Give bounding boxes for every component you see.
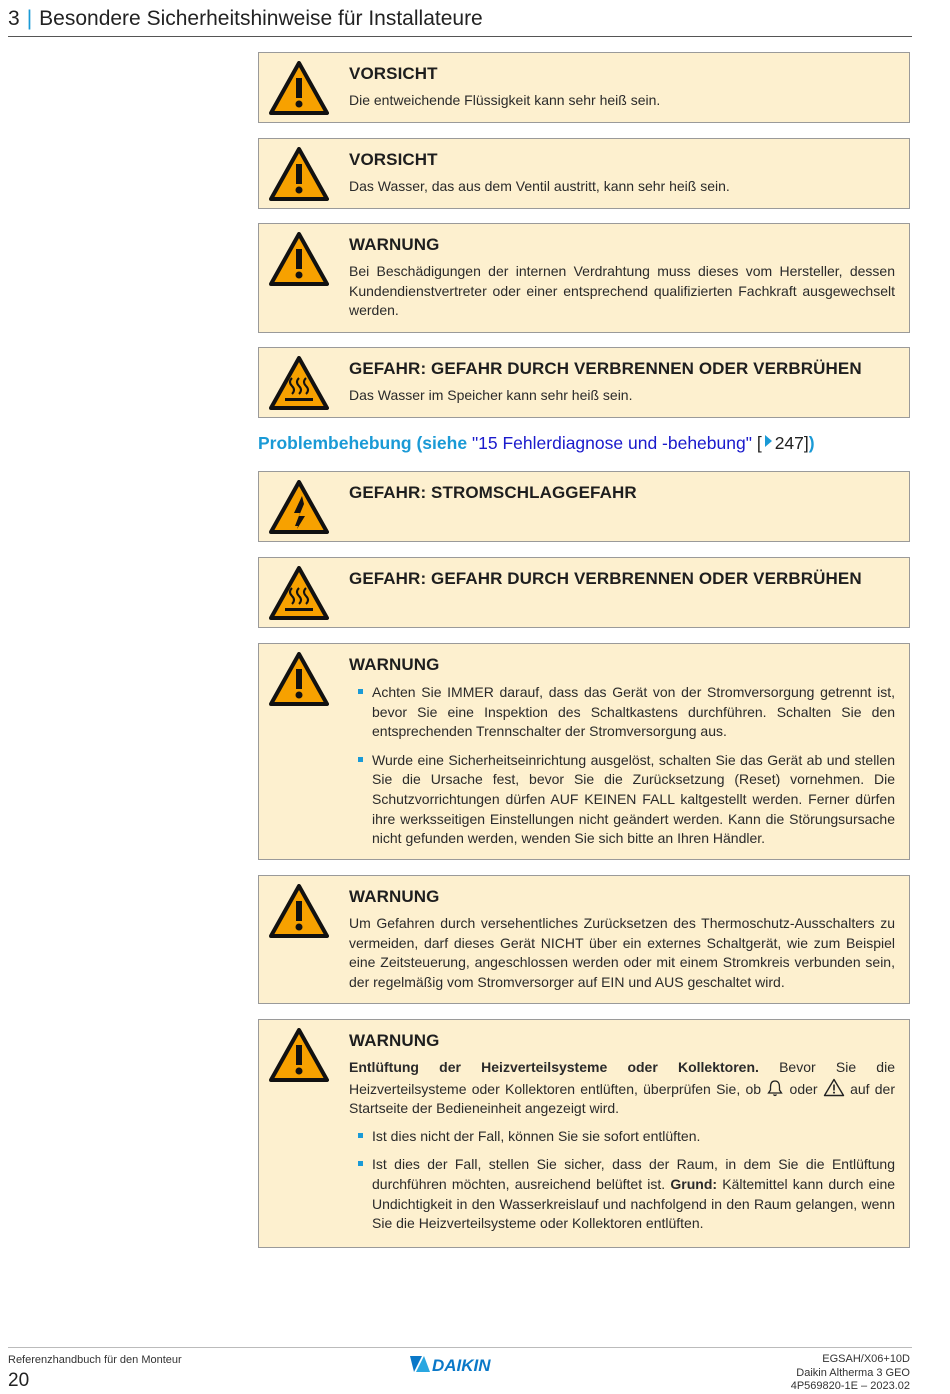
- warning-triangle-icon: [269, 652, 329, 706]
- intro-or: oder: [789, 1080, 818, 1097]
- section-label: Problembehebung (siehe: [258, 433, 468, 453]
- danger-box: [258, 471, 910, 542]
- bullet2-part1: Ist dies der Fall, stellen Sie sicher, dass der Raum, in dem Sie die Entlüftung durchführen möchten, ausreichend belüftet ist.: [372, 1156, 895, 1192]
- box-text: Bei Beschädigungen der internen Verdrahtung muss dieses vom Hersteller, dessen Kundendienstvertreter oder einer entsprechend qualifizierten Fachkraft ausgewechselt werden.: [349, 263, 895, 319]
- warning-triangle-icon: [269, 1028, 329, 1082]
- intro-bold: Entlüftung der Heizverteilsysteme oder Kollektoren.: [349, 1059, 759, 1075]
- danger-box: [258, 347, 910, 418]
- box-text: [349, 1058, 895, 1119]
- hot-surface-icon: [269, 356, 329, 410]
- bell-icon: [766, 1079, 784, 1097]
- bullet2-bold: Grund:: [670, 1175, 718, 1192]
- box-title: GEFAHR: GEFAHR DURCH VERBRENNEN ODER VERBRÜHEN: [349, 569, 862, 588]
- bracket-close: ]: [803, 433, 809, 453]
- warning-box: [258, 1019, 910, 1248]
- box-title: WARNUNG: [349, 655, 440, 674]
- box-text: Das Wasser, das aus dem Ventil austritt, kann sehr heiß sein.: [349, 178, 730, 194]
- hot-surface-icon: [269, 566, 329, 620]
- list-item: [349, 1155, 895, 1233]
- intro-part2: auf der Startseite der Bedieneinheit angezeigt wird.: [349, 1080, 896, 1117]
- warning-triangle-icon: [269, 884, 329, 938]
- header-separator: |: [26, 7, 33, 30]
- box-text: Das Wasser im Speicher kann sehr heiß sein.: [349, 387, 633, 403]
- product-name: Daikin Altherma 3 GEO: [796, 1366, 910, 1379]
- page-ref[interactable]: 247: [774, 433, 804, 453]
- electric-shock-icon: [269, 480, 329, 534]
- product-code: EGSAH/X06+10D: [822, 1353, 910, 1365]
- footer-document-title: Referenzhandbuch für den Monteur: [8, 1354, 182, 1366]
- logo-wordmark: DAIKIN: [432, 1356, 491, 1375]
- list-item: Ist dies nicht der Fall, können Sie sie sofort entlüften.: [349, 1127, 895, 1147]
- bracket-open: [: [756, 433, 762, 453]
- list-item: Achten Sie IMMER darauf, dass das Gerät von der Stromversorgung getrennt ist, bevor Sie eine Inspektion des Schaltkastens durchführen. Schalten Sie den entsprechenden Trennschalter der Stromversorgung aus.: [349, 683, 895, 742]
- page-header: [8, 4, 912, 37]
- warning-triangle-icon: [269, 147, 329, 201]
- page-title: Besondere Sicherheitshinweise für Installateure: [39, 7, 483, 30]
- warning-box: [258, 223, 910, 333]
- section-heading: [258, 433, 815, 454]
- box-title: WARNUNG: [349, 887, 440, 906]
- box-title: WARNUNG: [349, 1031, 440, 1050]
- list-item: Wurde eine Sicherheitseinrichtung ausgelöst, schalten Sie das Gerät ab und stellen Sie die Ursache fest, bevor Sie die Zurücksetzung (Reset) vornehmen. Die Schutzvorrichtungen dürfen AUF KEINEN FALL kaltgestellt werden. Ferner dürfen ihre werksseitigen Einstellungen nicht geändert werden. Kann die Störungsursache nicht gefunden werden, wenden Sie sich bitte an Ihren Händler.: [349, 751, 895, 849]
- bullet-list: [349, 1127, 895, 1234]
- footer-product-info: [791, 1353, 910, 1394]
- box-text: Um Gefahren durch versehentliches Zurücksetzen des Thermoschutz-Ausschalters zu vermeiden, darf dieses Gerät NICHT über ein externes Schaltgerät, wie zum Beispiel eine Zeitsteuerung, angeschlossen werden oder mit einem Stromkreis verbunden sein, der regelmäßig vom Stromversorger auf EIN und AUS geschaltet wird.: [349, 915, 895, 990]
- daikin-logo: [408, 1350, 512, 1376]
- box-title: GEFAHR: GEFAHR DURCH VERBRENNEN ODER VERBRÜHEN: [349, 359, 862, 378]
- chapter-number: 3: [8, 7, 20, 30]
- bullet2-part2: Kältemittel kann durch eine Undichtigkeit in den Wasserkreislauf und nachfolgend in den Raum gelangen, wenn Sie die Heizverteilsysteme oder Kollektoren entlüften.: [372, 1175, 896, 1232]
- box-title: WARNUNG: [349, 235, 440, 254]
- footer-divider: [8, 1347, 912, 1348]
- caution-box: [258, 138, 910, 209]
- warning-box: [258, 875, 910, 1004]
- bullet-list: [349, 683, 895, 849]
- page-number: 20: [8, 1370, 30, 1391]
- box-title: VORSICHT: [349, 64, 438, 83]
- warning-triangle-icon: [269, 61, 329, 115]
- page-ref-arrow-icon: [765, 435, 772, 447]
- warning-triangle-icon: [269, 232, 329, 286]
- box-title: GEFAHR: STROMSCHLAGGEFAHR: [349, 483, 637, 502]
- danger-box: [258, 557, 910, 628]
- close-paren: ): [808, 433, 815, 453]
- caution-box: [258, 52, 910, 123]
- box-text: Die entweichende Flüssigkeit kann sehr heiß sein.: [349, 92, 661, 108]
- warning-outline-icon: [823, 1078, 845, 1097]
- document-number: 4P569820-1E – 2023.02: [790, 1380, 910, 1392]
- box-title: VORSICHT: [349, 150, 438, 169]
- intro-part1: Bevor Sie die Heizverteilsysteme oder Kollektoren entlüften, überprüfen Sie, ob: [349, 1059, 895, 1097]
- warning-box: [258, 643, 910, 860]
- chapter-link[interactable]: "15 Fehlerdiagnose und -behebung": [471, 433, 752, 453]
